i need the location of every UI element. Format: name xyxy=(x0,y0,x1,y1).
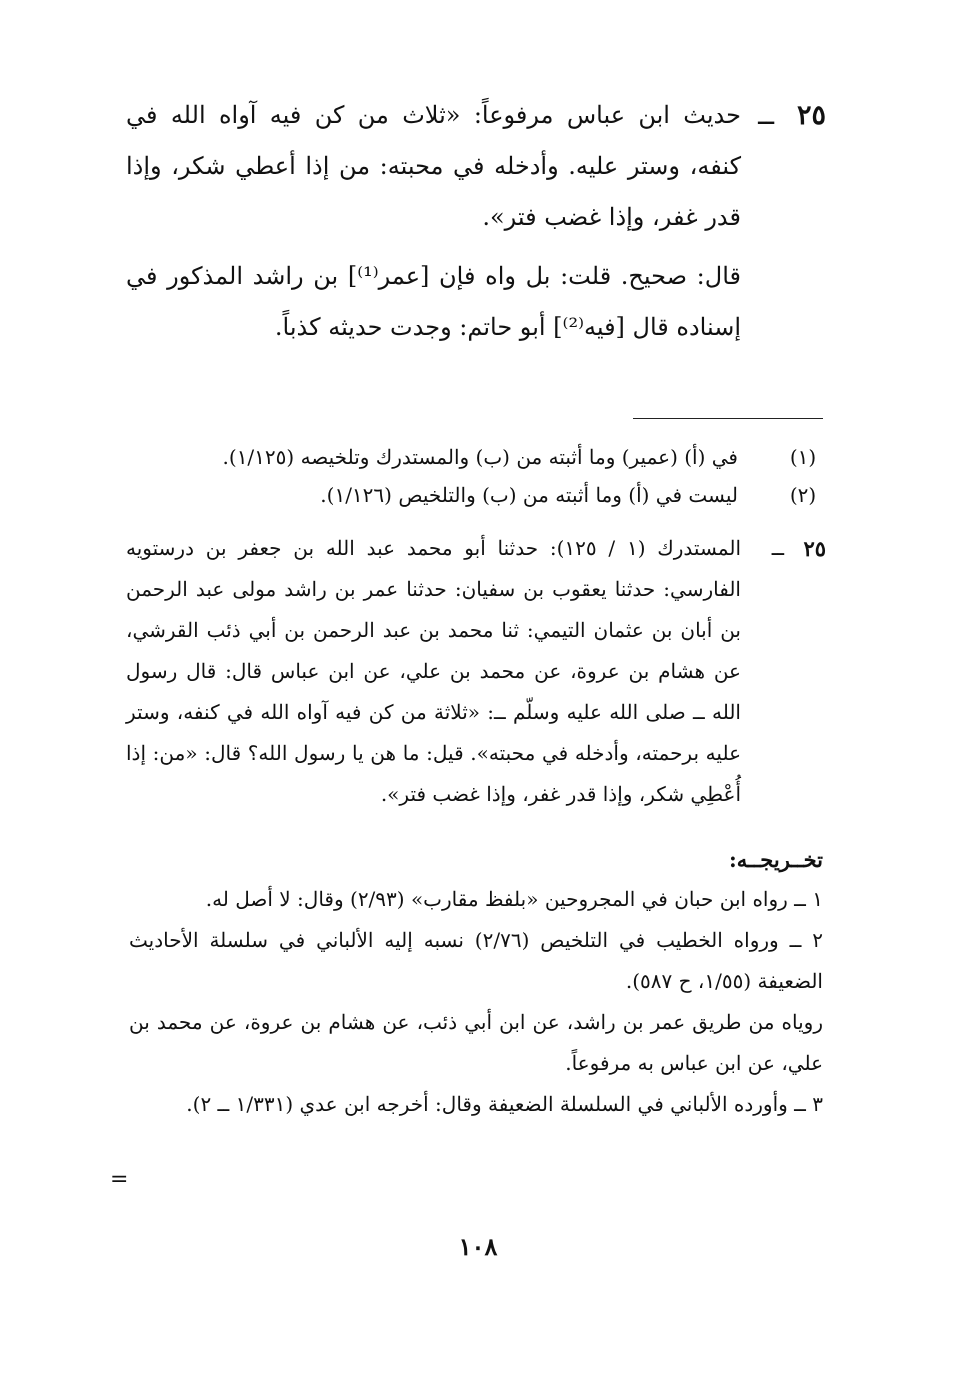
entry-paragraph: حديث ابن عباس مرفوعاً: «ثلاث من كن فيه آواه الله في كنفه، وستر عليه. وأدخله في محبته: من إذا أعطي شكر، وإذا قدر غفر، وإذا غضب فتر». xyxy=(126,101,741,231)
footnote xyxy=(123,438,823,476)
note-number: ٢٥ xyxy=(803,536,826,561)
takhrij-paragraph: روياه من طريق عمر بن راشد، عن ابن أبي ذئب، عن هشام بن عروة، عن محمد بن علي، عن ابن عباس به مرفوعاً. xyxy=(129,1010,823,1075)
footnotes xyxy=(123,438,823,514)
continuation-mark: = xyxy=(110,1167,129,1192)
hadith-entry xyxy=(126,90,826,353)
note-dash: ــ xyxy=(771,536,784,560)
entry-paragraph: قال: صحيح. قلت: بل واه فإن [عمر⁽¹⁾] بن راشد المذكور في إسناده قال [فيه⁽²⁾] أبو حاتم: وجدت حديثه كذباً. xyxy=(126,262,741,341)
takhrij-paragraph: ٣ ــ وأورده الألباني في السلسلة الضعيفة وقال: أخرجه ابن عدي (١/٣٣١ ــ ٢). xyxy=(186,1092,823,1116)
footnote-number: (١) xyxy=(789,445,817,469)
footnote-text: في (أ) (عمير) وما أثبته من (ب) والمستدرك وتلخيصه (١/١٢٥). xyxy=(222,445,738,469)
note-body xyxy=(126,528,741,815)
takhrij-section xyxy=(129,845,823,1125)
takhrij-paragraph: ٢ ــ ورواه الخطيب في التلخيص (٢/٧٦) نسبه إليه الألباني في سلسلة الأحاديث الضعيفة (١/٥٥، ح ٥٨٧). xyxy=(129,928,823,993)
entry-body xyxy=(126,90,741,353)
takhrij-heading: تخــريجــه: xyxy=(728,847,823,872)
takhrij-paragraph: ١ ــ رواه ابن حبان في المجروحين «بلفظ مقارب» (٢/٩٣) وقال: لا أصل له. xyxy=(205,887,823,911)
footnote-number: (٢) xyxy=(789,483,817,507)
footnote-divider xyxy=(633,418,823,419)
footnote xyxy=(123,476,823,514)
entry-number: ٢٥ xyxy=(796,100,826,131)
note-text: المستدرك (١ / ١٢٥): حدثنا أبو محمد عبد الله بن جعفر بن درستويه الفارسي: حدثنا يعقوب بن سفيان: حدثنا عمر بن راشد مولى عبد الرحمن بن أبان بن عثمان التيمي: ثنا محمد بن عبد الرحمن بن أبي ذئب القرشي، عن هشام بن عروة، عن محمد بن علي، عن ابن عباس قال: قال رسول الله ــ صلى الله عليه وسلّم ــ: «ثلاثة من كن فيه آواه الله في كنفه، وستر عليه برحمته، وأدخله في محبته». قيل: ما هن يا رسول الله؟ قال: «من: إذا أُعْطِي شكر، وإذا قدر غفر، وإذا غضب فتر». xyxy=(126,536,742,806)
page-number: ١٠٨ xyxy=(458,1232,498,1261)
commentary-note xyxy=(126,528,826,815)
footnote-text: ليست في (أ) وما أثبته من (ب) والتلخيص (١/١٢٦). xyxy=(320,483,738,507)
entry-dash: ــ xyxy=(758,100,774,131)
